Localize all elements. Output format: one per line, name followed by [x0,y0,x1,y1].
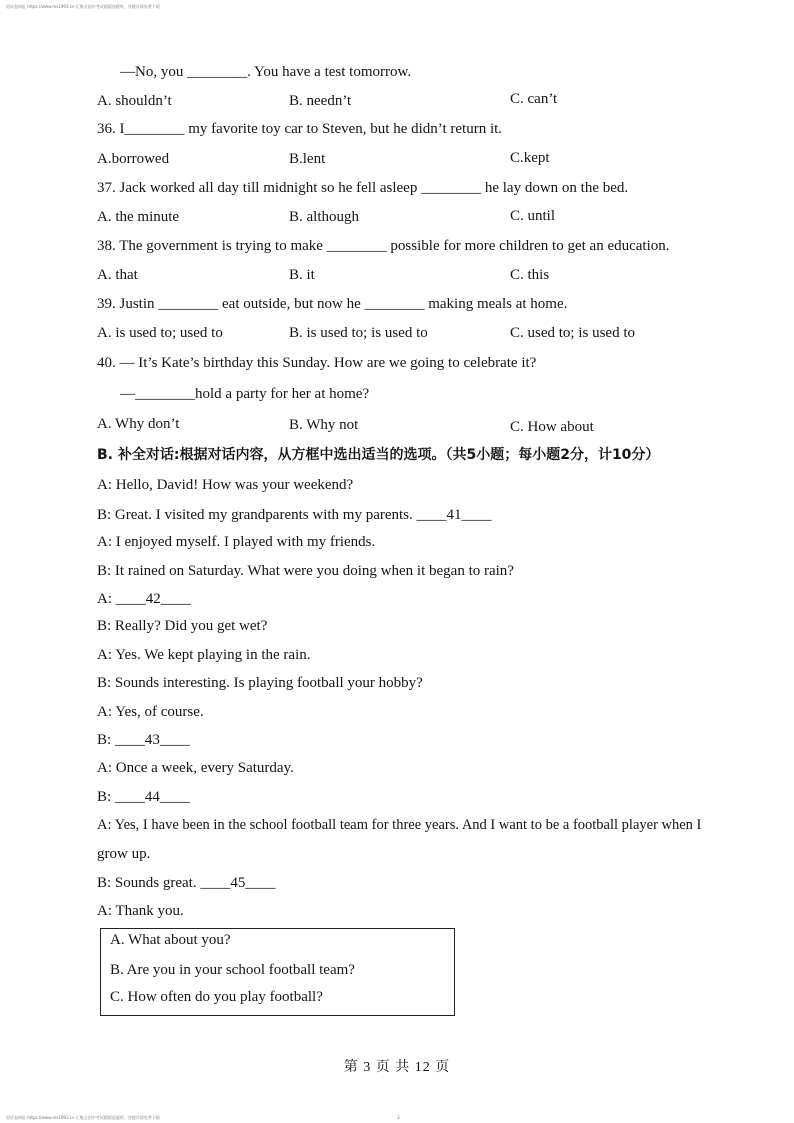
header-watermark: 原试卷网址 https://www.ms1993.cn 汇集全国中考试题精选题库，答题详情免费下载 [6,4,160,9]
question-stem: —No, you ________. You have a test tomorrow. [120,64,412,80]
option-b: B. although [289,209,359,225]
option-c: C. until [510,208,556,224]
dialogue-line: A: Yes. We kept playing in the rain. [97,647,311,663]
footer-watermark: 原试卷网址 https://www.ms1993.cn 汇集全国中考试题精选题库，答题详情免费下载 [6,1115,160,1120]
dialogue-line: A: ____42____ [97,591,191,607]
box-option-c: C. How often do you play football? [110,989,323,1005]
option-b: B. Why not [289,417,359,433]
dialogue-line: A: Hello, David! How was your weekend? [97,477,354,493]
dialogue-line: A: I enjoyed myself. I played with my friends. [97,534,376,550]
option-b: B. needn’t [289,93,352,109]
dialogue-line: B: ____43____ [97,732,190,748]
box-option-a: A. What about you? [110,932,231,948]
dialogue-line: A: Yes, I have been in the school football team for three years. And I want to be a football player when I [97,817,702,833]
option-b: B. is used to; is used to [289,325,428,341]
dialogue-line: A: Once a week, every Saturday. [97,760,294,776]
option-c: C. this [510,267,550,283]
question-36: 36. I________ my favorite toy car to Steven, but he didn’t return it. [97,121,503,137]
dialogue-line: B: Sounds great. ____45____ [97,875,276,891]
option-a: A. that [97,267,138,283]
option-a: A. the minute [97,209,180,225]
option-a: A. is used to; used to [97,325,223,341]
option-a: A. Why don’t [97,416,180,432]
option-c: C. can’t [510,91,558,107]
question-39: 39. Justin ________ eat outside, but now he ________ making meals at home. [97,296,568,312]
option-c: C. How about [510,419,594,435]
dialogue-line: B: It rained on Saturday. What were you doing when it began to rain? [97,563,514,579]
question-38: 38. The government is trying to make ________ possible for more children to get an education. [97,238,670,254]
question-40-reply: —________hold a party for her at home? [120,386,370,402]
box-option-b: B. Are you in your school football team? [110,962,355,978]
dialogue-line: B: ____44____ [97,789,190,805]
dialogue-line: B: Really? Did you get wet? [97,618,268,634]
question-37: 37. Jack worked all day till midnight so he fell asleep ________ he lay down on the bed. [97,180,629,196]
section-b-title: B. 补全对话:根据对话内容，从方框中选出适当的选项。（共5小题；每小题2分，计10分） [97,447,660,463]
option-a: A.borrowed [97,151,170,167]
option-a: A. shouldn’t [97,93,172,109]
dialogue-line: B: Great. I visited my grandparents with my parents. ____41____ [97,507,492,523]
option-c: C. used to; is used to [510,325,636,341]
option-c: C.kept [510,150,550,166]
dialogue-line: A: Thank you. [97,903,184,919]
option-b: B.lent [289,151,326,167]
footer-page-mark: 3 [397,1115,400,1120]
dialogue-line: grow up. [97,846,151,862]
question-40: 40. — It’s Kate’s birthday this Sunday. How are we going to celebrate it? [97,355,537,371]
dialogue-line: B: Sounds interesting. Is playing football your hobby? [97,675,423,691]
dialogue-line: A: Yes, of course. [97,704,204,720]
page-number: 第 3 页 共 12 页 [343,1060,451,1075]
option-b: B. it [289,267,315,283]
